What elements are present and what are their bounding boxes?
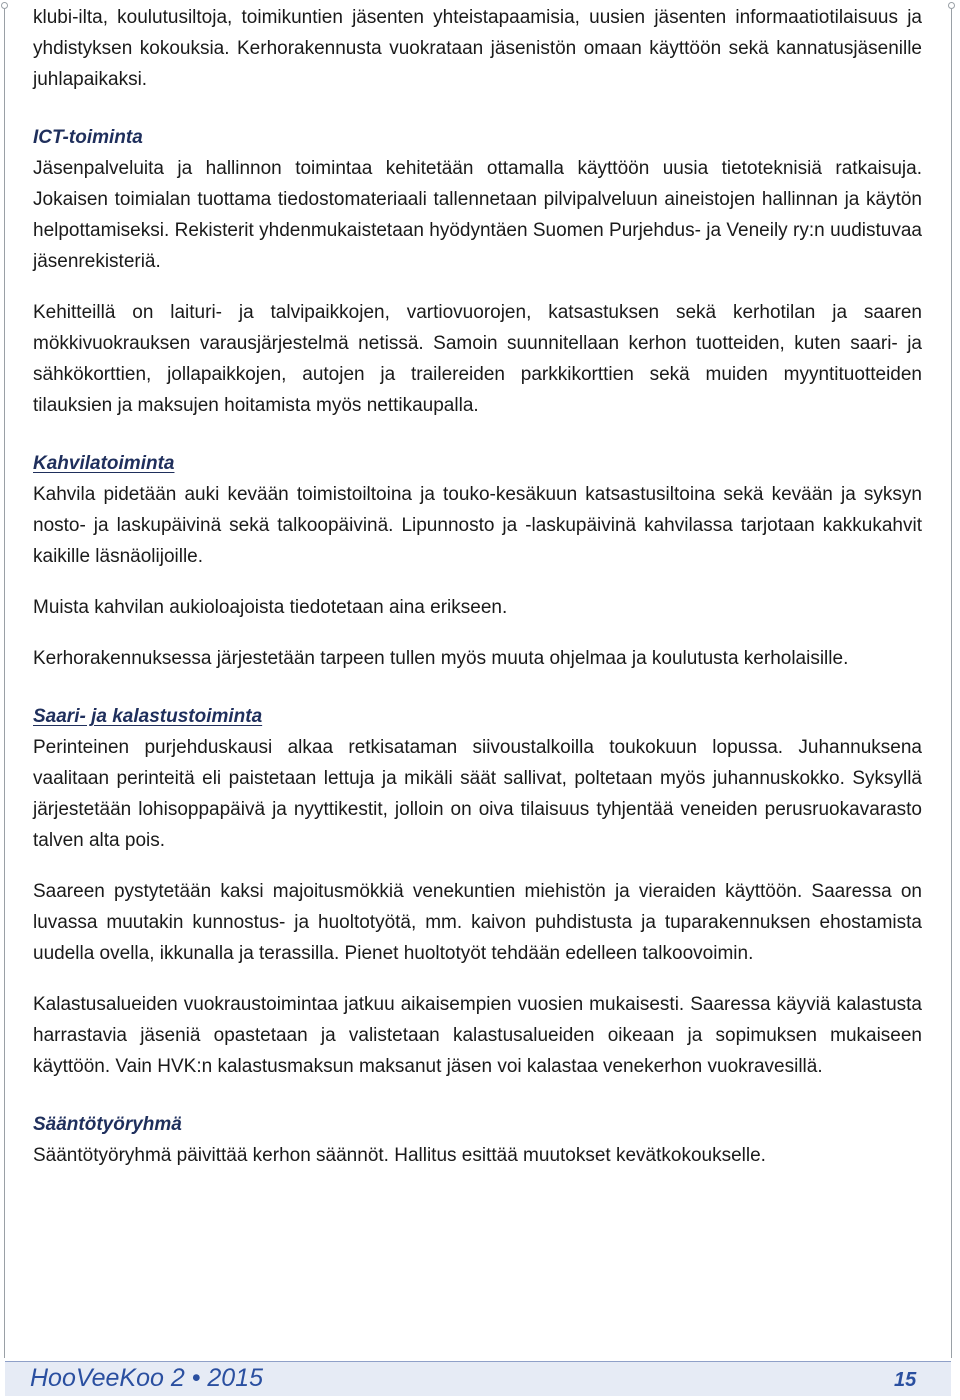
page-frame-right xyxy=(951,8,952,1358)
ict-paragraph-2: Kehitteillä on laituri- ja talvipaikkojen, vartiovuorojen, katsastuksen sekä kerhotilan ja saaren mökkivuokrauksen varausjärjestelmä netissä. Samoin suunnitellaan kerhon tuotteiden, kuten saari- ja sähkökorttien, jollapaikkojen, autojen ja trailereiden parkkikorttien sekä muiden myyntituotteiden tilauksien ja maksujen hoitamista myös nettikaupalla. xyxy=(33,302,922,416)
section-heading-saanto: Sääntötyöryhmä xyxy=(33,1114,182,1135)
corner-circle-icon xyxy=(1,2,8,9)
corner-circle-icon xyxy=(948,2,955,9)
saari-paragraph-3: Kalastusalueiden vuokraustoimintaa jatkuu aikaisempien vuosien mukaisesti. Saaressa käyviä kalastusta harrastavia jäseniä opastetaan ja valistetaan kalastusalueiden oikeaan ja sopimuksen mukaiseen käyttöön. Vain HVK:n kalastusmaksun maksanut jäsen voi kalastaa venekerhon vuokravesillä. xyxy=(33,994,922,1077)
saari-paragraph-2: Saareen pystytetään kaksi majoitusmökkiä venekuntien miehistön ja vieraiden käyttöön. Saaressa on luvassa muutakin kunnostus- ja huoltotyötä, mm. kaivon puhdistusta ja tuparakennuksen ehostamista uudella ovella, ikkunalla ja terassilla. Pienet huoltotyöt tehdään edelleen talkoovoimin. xyxy=(33,881,922,964)
section-kahvila xyxy=(33,448,922,674)
section-heading-saari: Saari- ja kalastustoiminta xyxy=(33,706,263,727)
section-heading-ict: ICT-toiminta xyxy=(33,127,143,148)
footer-title: HooVeeKoo 2 • 2015 xyxy=(30,1364,264,1392)
page-frame-left xyxy=(4,8,5,1358)
saanto-paragraph-1: Sääntötyöryhmä päivittää kerhon säännöt. Hallitus esittää muutokset kevätkokoukselle. xyxy=(33,1145,766,1166)
ict-paragraph-1: Jäsenpalveluita ja hallinnon toimintaa kehitetään ottamalla käyttöön uusia tietoteknisiä ratkaisuja. Jokaisen toimialan tuottama tiedostomateriaali tallennetaan pilvipalveluun aineistojen hallinnan ja käytön helpottamiseksi. Rekisterit yhdenmukaistetaan hyödyntäen Suomen Purjehdus- ja Veneily ry:n uudistuvaa jäsenrekisteriä. xyxy=(33,158,922,272)
section-saanto xyxy=(33,1109,922,1171)
intro-paragraph: klubi-ilta, koulutusiltoja, toimikuntien jäsenten yhteistapaamisia, uusien jäsenten informaatiotilaisuus ja yhdistyksen kokouksia. Kerhorakennusta vuokrataan jäsenistön omaan käyttöön sekä kannatusjäsenille juhlapaikaksi. xyxy=(33,7,922,90)
section-saari xyxy=(33,701,922,1082)
kahvila-paragraph-3: Kerhorakennuksessa järjestetään tarpeen tullen myös muuta ohjelmaa ja koulutusta kerholaisille. xyxy=(33,648,849,669)
page-number: 15 xyxy=(894,1369,917,1391)
page-body xyxy=(33,2,922,1171)
kahvila-paragraph-1: Kahvila pidetään auki kevään toimistoiltoina ja touko-kesäkuun katsastusiltoina sekä kevään ja syksyn nosto- ja laskupäivinä sekä talkoopäivinä. Lipunnosto ja -laskupäivinä kahvilassa tarjotaan kakkukahvit kaikille läsnäolijoille. xyxy=(33,484,922,567)
section-heading-kahvila: Kahvilatoiminta xyxy=(33,453,175,474)
saari-paragraph-1: Perinteinen purjehduskausi alkaa retkisataman siivoustalkoilla toukokuun lopussa. Juhannuksena vaalitaan perinteitä eli paistetaan lettuja ja mikäli säät sallivat, poltetaan myös juhannuskokko. Syksyllä järjestetään lohisoppapäivä ja nyyttikestit, jolloin on oiva tilaisuus tyhjentää veneiden perusruokavarasto talven alta pois. xyxy=(33,737,922,851)
section-ict xyxy=(33,122,922,421)
kahvila-paragraph-2: Muista kahvilan aukioloajoista tiedotetaan aina erikseen. xyxy=(33,597,508,618)
